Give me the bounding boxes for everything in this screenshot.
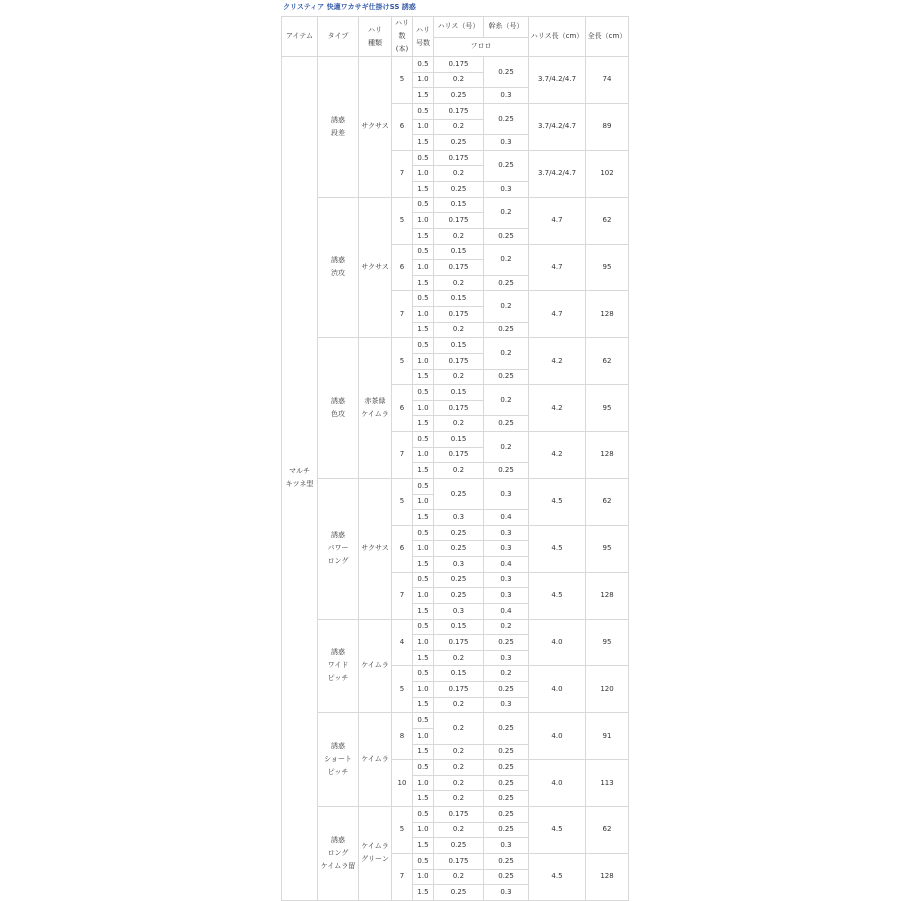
harisu-cell: 0.2 [434, 275, 484, 291]
mikiito-cell: 0.3 [484, 182, 529, 198]
total-length-cell: 95 [586, 385, 629, 432]
mikiito-cell: 0.3 [484, 838, 529, 854]
mikiito-cell: 0.25 [484, 369, 529, 385]
harisu-cell: 0.25 [434, 182, 484, 198]
hook-kind-cell: 赤茶緑 ケイムラ [359, 338, 392, 479]
hook-count-cell: 4 [392, 619, 413, 666]
harisu-length-cell: 4.0 [529, 760, 586, 807]
total-length-cell: 95 [586, 619, 629, 666]
harisu-length-cell: 4.5 [529, 525, 586, 572]
hook-count-cell: 7 [392, 150, 413, 197]
hook-size-cell: 1.0 [413, 822, 434, 838]
harisu-length-cell: 4.5 [529, 478, 586, 525]
mikiito-cell: 0.25 [484, 57, 529, 88]
harisu-cell: 0.175 [434, 853, 484, 869]
harisu-cell: 0.15 [434, 385, 484, 401]
hook-size-cell: 1.5 [413, 603, 434, 619]
hook-size-cell: 0.5 [413, 432, 434, 448]
harisu-cell: 0.2 [434, 775, 484, 791]
harisu-length-cell: 4.0 [529, 713, 586, 760]
harisu-length-cell: 4.2 [529, 432, 586, 479]
total-length-cell: 62 [586, 807, 629, 854]
mikiito-cell: 0.2 [484, 291, 529, 322]
hook-size-cell: 0.5 [413, 244, 434, 260]
total-length-cell: 89 [586, 103, 629, 150]
total-length-cell: 74 [586, 57, 629, 104]
type-cell: 誘惑 ワイド ピッチ [318, 619, 359, 713]
mikiito-cell: 0.4 [484, 510, 529, 526]
hook-kind-cell: ケイムラ [359, 713, 392, 807]
hook-size-cell: 1.5 [413, 275, 434, 291]
hook-kind-cell: サクサス [359, 57, 392, 198]
header-item: アイテム [282, 17, 318, 57]
total-length-cell: 128 [586, 291, 629, 338]
mikiito-cell: 0.2 [484, 338, 529, 369]
header-total-length: 全長（cm） [586, 17, 629, 57]
hook-size-cell: 0.5 [413, 760, 434, 776]
harisu-cell: 0.175 [434, 353, 484, 369]
harisu-cell: 0.175 [434, 213, 484, 229]
harisu-cell: 0.25 [434, 885, 484, 901]
mikiito-cell: 0.2 [484, 666, 529, 682]
harisu-length-cell: 4.5 [529, 853, 586, 900]
mikiito-cell: 0.25 [484, 775, 529, 791]
hook-size-cell: 1.5 [413, 88, 434, 104]
hook-kind-cell: サクサス [359, 197, 392, 338]
hook-count-cell: 7 [392, 853, 413, 900]
harisu-cell: 0.2 [434, 650, 484, 666]
harisu-cell: 0.175 [434, 635, 484, 651]
hook-size-cell: 1.5 [413, 369, 434, 385]
hook-size-cell: 1.5 [413, 463, 434, 479]
mikiito-cell: 0.25 [484, 791, 529, 807]
mikiito-cell: 0.25 [484, 682, 529, 698]
harisu-cell: 0.25 [434, 572, 484, 588]
harisu-cell: 0.2 [434, 791, 484, 807]
total-length-cell: 95 [586, 525, 629, 572]
total-length-cell: 128 [586, 853, 629, 900]
hook-size-cell: 1.5 [413, 650, 434, 666]
hook-count-cell: 6 [392, 103, 413, 150]
harisu-cell: 0.175 [434, 682, 484, 698]
type-cell: 誘惑 段差 [318, 57, 359, 198]
page-title: クリスティア 快適ワカサギ仕掛けSS 誘惑 [283, 3, 416, 11]
type-cell: 誘惑 色攻 [318, 338, 359, 479]
mikiito-cell: 0.25 [484, 322, 529, 338]
harisu-cell: 0.15 [434, 197, 484, 213]
mikiito-cell: 0.25 [484, 822, 529, 838]
hook-size-cell: 1.0 [413, 588, 434, 604]
harisu-cell: 0.175 [434, 400, 484, 416]
hook-size-cell: 1.5 [413, 228, 434, 244]
header-kind: ハリ 種類 [359, 17, 392, 57]
total-length-cell: 102 [586, 150, 629, 197]
hook-size-cell: 1.0 [413, 728, 434, 744]
table-row [282, 713, 629, 729]
harisu-length-cell: 4.7 [529, 197, 586, 244]
harisu-length-cell: 4.2 [529, 338, 586, 385]
harisu-length-cell: 3.7/4.2/4.7 [529, 150, 586, 197]
mikiito-cell: 0.4 [484, 557, 529, 573]
type-cell: 誘惑 ショート ピッチ [318, 713, 359, 807]
harisu-length-cell: 4.0 [529, 666, 586, 713]
table-row [282, 478, 629, 494]
hook-size-cell: 1.0 [413, 682, 434, 698]
mikiito-cell: 0.25 [484, 228, 529, 244]
hook-size-cell: 0.5 [413, 713, 434, 729]
harisu-cell: 0.2 [434, 822, 484, 838]
mikiito-cell: 0.2 [484, 244, 529, 275]
hook-size-cell: 1.5 [413, 885, 434, 901]
harisu-length-cell: 4.7 [529, 244, 586, 291]
mikiito-cell: 0.3 [484, 135, 529, 151]
hook-size-cell: 1.0 [413, 635, 434, 651]
harisu-cell: 0.2 [434, 228, 484, 244]
hook-size-cell: 1.0 [413, 353, 434, 369]
harisu-cell: 0.15 [434, 338, 484, 354]
table-header [282, 17, 629, 57]
hook-count-cell: 10 [392, 760, 413, 807]
mikiito-cell: 0.25 [484, 744, 529, 760]
hook-size-cell: 1.0 [413, 260, 434, 276]
hook-size-cell: 1.5 [413, 697, 434, 713]
harisu-cell: 0.175 [434, 307, 484, 323]
mikiito-cell: 0.3 [484, 541, 529, 557]
item-cell: マルチ キツネ型 [282, 57, 318, 901]
hook-size-cell: 0.5 [413, 338, 434, 354]
hook-size-cell: 1.5 [413, 182, 434, 198]
hook-size-cell: 0.5 [413, 478, 434, 494]
hook-kind-cell: ケイムラ グリーン [359, 807, 392, 901]
hook-size-cell: 1.0 [413, 447, 434, 463]
harisu-cell: 0.25 [434, 135, 484, 151]
harisu-cell: 0.175 [434, 150, 484, 166]
hook-size-cell: 1.0 [413, 213, 434, 229]
hook-size-cell: 1.5 [413, 135, 434, 151]
hook-size-cell: 0.5 [413, 197, 434, 213]
harisu-cell: 0.2 [434, 416, 484, 432]
hook-size-cell: 0.5 [413, 853, 434, 869]
mikiito-cell: 0.25 [484, 150, 529, 181]
hook-size-cell: 0.5 [413, 525, 434, 541]
harisu-cell: 0.175 [434, 807, 484, 823]
mikiito-cell: 0.4 [484, 603, 529, 619]
hook-count-cell: 5 [392, 666, 413, 713]
harisu-length-cell: 3.7/4.2/4.7 [529, 103, 586, 150]
harisu-cell: 0.25 [434, 838, 484, 854]
hook-count-cell: 5 [392, 807, 413, 854]
mikiito-cell: 0.25 [484, 713, 529, 744]
table-row [282, 619, 629, 635]
harisu-cell: 0.15 [434, 291, 484, 307]
total-length-cell: 113 [586, 760, 629, 807]
hook-size-cell: 1.5 [413, 322, 434, 338]
mikiito-cell: 0.25 [484, 869, 529, 885]
harisu-cell: 0.15 [434, 666, 484, 682]
header-harisu: ハリス（号） [434, 17, 484, 38]
hook-size-cell: 0.5 [413, 150, 434, 166]
type-cell: 誘惑 ロング ケイムラ留 [318, 807, 359, 901]
harisu-cell: 0.2 [434, 119, 484, 135]
hook-count-cell: 5 [392, 478, 413, 525]
mikiito-cell: 0.25 [484, 635, 529, 651]
spec-table [281, 16, 629, 901]
hook-size-cell: 1.5 [413, 416, 434, 432]
hook-size-cell: 1.0 [413, 307, 434, 323]
mikiito-cell: 0.25 [484, 463, 529, 479]
header-count: ハリ数 (本) [392, 17, 413, 57]
mikiito-cell: 0.2 [484, 385, 529, 416]
total-length-cell: 120 [586, 666, 629, 713]
total-length-cell: 95 [586, 244, 629, 291]
mikiito-cell: 0.25 [484, 853, 529, 869]
harisu-cell: 0.3 [434, 557, 484, 573]
harisu-cell: 0.175 [434, 260, 484, 276]
mikiito-cell: 0.25 [484, 807, 529, 823]
table-row [282, 807, 629, 823]
type-cell: 誘惑 パワー ロング [318, 478, 359, 619]
hook-kind-cell: ケイムラ [359, 619, 392, 713]
mikiito-cell: 0.3 [484, 697, 529, 713]
header-mikiito: 幹糸（号） [484, 17, 529, 38]
hook-size-cell: 1.0 [413, 119, 434, 135]
harisu-length-cell: 4.2 [529, 385, 586, 432]
harisu-cell: 0.2 [434, 322, 484, 338]
harisu-length-cell: 4.5 [529, 572, 586, 619]
mikiito-cell: 0.3 [484, 525, 529, 541]
harisu-cell: 0.2 [434, 713, 484, 744]
harisu-cell: 0.175 [434, 103, 484, 119]
hook-size-cell: 0.5 [413, 103, 434, 119]
harisu-cell: 0.3 [434, 603, 484, 619]
total-length-cell: 62 [586, 338, 629, 385]
mikiito-cell: 0.3 [484, 588, 529, 604]
hook-count-cell: 6 [392, 385, 413, 432]
hook-count-cell: 5 [392, 57, 413, 104]
hook-size-cell: 0.5 [413, 619, 434, 635]
hook-size-cell: 1.0 [413, 541, 434, 557]
table-body [282, 57, 629, 901]
hook-size-cell: 1.5 [413, 510, 434, 526]
harisu-cell: 0.175 [434, 57, 484, 73]
hook-size-cell: 0.5 [413, 807, 434, 823]
table-row [282, 197, 629, 213]
hook-size-cell: 0.5 [413, 57, 434, 73]
mikiito-cell: 0.3 [484, 650, 529, 666]
mikiito-cell: 0.3 [484, 88, 529, 104]
hook-count-cell: 7 [392, 432, 413, 479]
mikiito-cell: 0.25 [484, 416, 529, 432]
hook-size-cell: 1.0 [413, 494, 434, 510]
harisu-cell: 0.2 [434, 369, 484, 385]
harisu-cell: 0.25 [434, 478, 484, 509]
harisu-cell: 0.15 [434, 619, 484, 635]
total-length-cell: 62 [586, 478, 629, 525]
hook-size-cell: 1.0 [413, 72, 434, 88]
hook-size-cell: 1.0 [413, 166, 434, 182]
harisu-length-cell: 3.7/4.2/4.7 [529, 57, 586, 104]
hook-size-cell: 1.5 [413, 791, 434, 807]
hook-kind-cell: サクサス [359, 478, 392, 619]
harisu-cell: 0.2 [434, 463, 484, 479]
harisu-cell: 0.2 [434, 760, 484, 776]
mikiito-cell: 0.25 [484, 103, 529, 134]
hook-count-cell: 8 [392, 713, 413, 760]
harisu-cell: 0.25 [434, 88, 484, 104]
header-harisu-length: ハリス長（cm） [529, 17, 586, 57]
table-row [282, 57, 629, 73]
hook-size-cell: 0.5 [413, 572, 434, 588]
hook-count-cell: 5 [392, 338, 413, 385]
hook-count-cell: 5 [392, 197, 413, 244]
hook-size-cell: 1.0 [413, 869, 434, 885]
hook-size-cell: 0.5 [413, 666, 434, 682]
hook-size-cell: 0.5 [413, 291, 434, 307]
mikiito-cell: 0.2 [484, 197, 529, 228]
hook-count-cell: 6 [392, 525, 413, 572]
harisu-length-cell: 4.7 [529, 291, 586, 338]
harisu-cell: 0.25 [434, 588, 484, 604]
harisu-cell: 0.25 [434, 525, 484, 541]
harisu-cell: 0.3 [434, 510, 484, 526]
harisu-cell: 0.15 [434, 432, 484, 448]
harisu-cell: 0.2 [434, 72, 484, 88]
mikiito-cell: 0.3 [484, 572, 529, 588]
mikiito-cell: 0.25 [484, 760, 529, 776]
harisu-cell: 0.2 [434, 166, 484, 182]
mikiito-cell: 0.2 [484, 619, 529, 635]
hook-size-cell: 1.0 [413, 775, 434, 791]
harisu-cell: 0.2 [434, 744, 484, 760]
harisu-length-cell: 4.0 [529, 619, 586, 666]
total-length-cell: 91 [586, 713, 629, 760]
total-length-cell: 62 [586, 197, 629, 244]
total-length-cell: 128 [586, 572, 629, 619]
header-type: タイプ [318, 17, 359, 57]
table-row [282, 338, 629, 354]
hook-size-cell: 1.5 [413, 557, 434, 573]
mikiito-cell: 0.3 [484, 478, 529, 509]
header-material: フロロ [434, 37, 529, 56]
hook-size-cell: 1.0 [413, 400, 434, 416]
harisu-length-cell: 4.5 [529, 807, 586, 854]
total-length-cell: 128 [586, 432, 629, 479]
hook-count-cell: 7 [392, 572, 413, 619]
header-size: ハリ 号数 [413, 17, 434, 57]
hook-count-cell: 7 [392, 291, 413, 338]
hook-size-cell: 1.5 [413, 838, 434, 854]
harisu-cell: 0.2 [434, 697, 484, 713]
harisu-cell: 0.2 [434, 869, 484, 885]
hook-size-cell: 0.5 [413, 385, 434, 401]
type-cell: 誘惑 渋攻 [318, 197, 359, 338]
harisu-cell: 0.25 [434, 541, 484, 557]
harisu-cell: 0.15 [434, 244, 484, 260]
hook-size-cell: 1.5 [413, 744, 434, 760]
mikiito-cell: 0.2 [484, 432, 529, 463]
mikiito-cell: 0.3 [484, 885, 529, 901]
hook-count-cell: 6 [392, 244, 413, 291]
harisu-cell: 0.175 [434, 447, 484, 463]
mikiito-cell: 0.25 [484, 275, 529, 291]
